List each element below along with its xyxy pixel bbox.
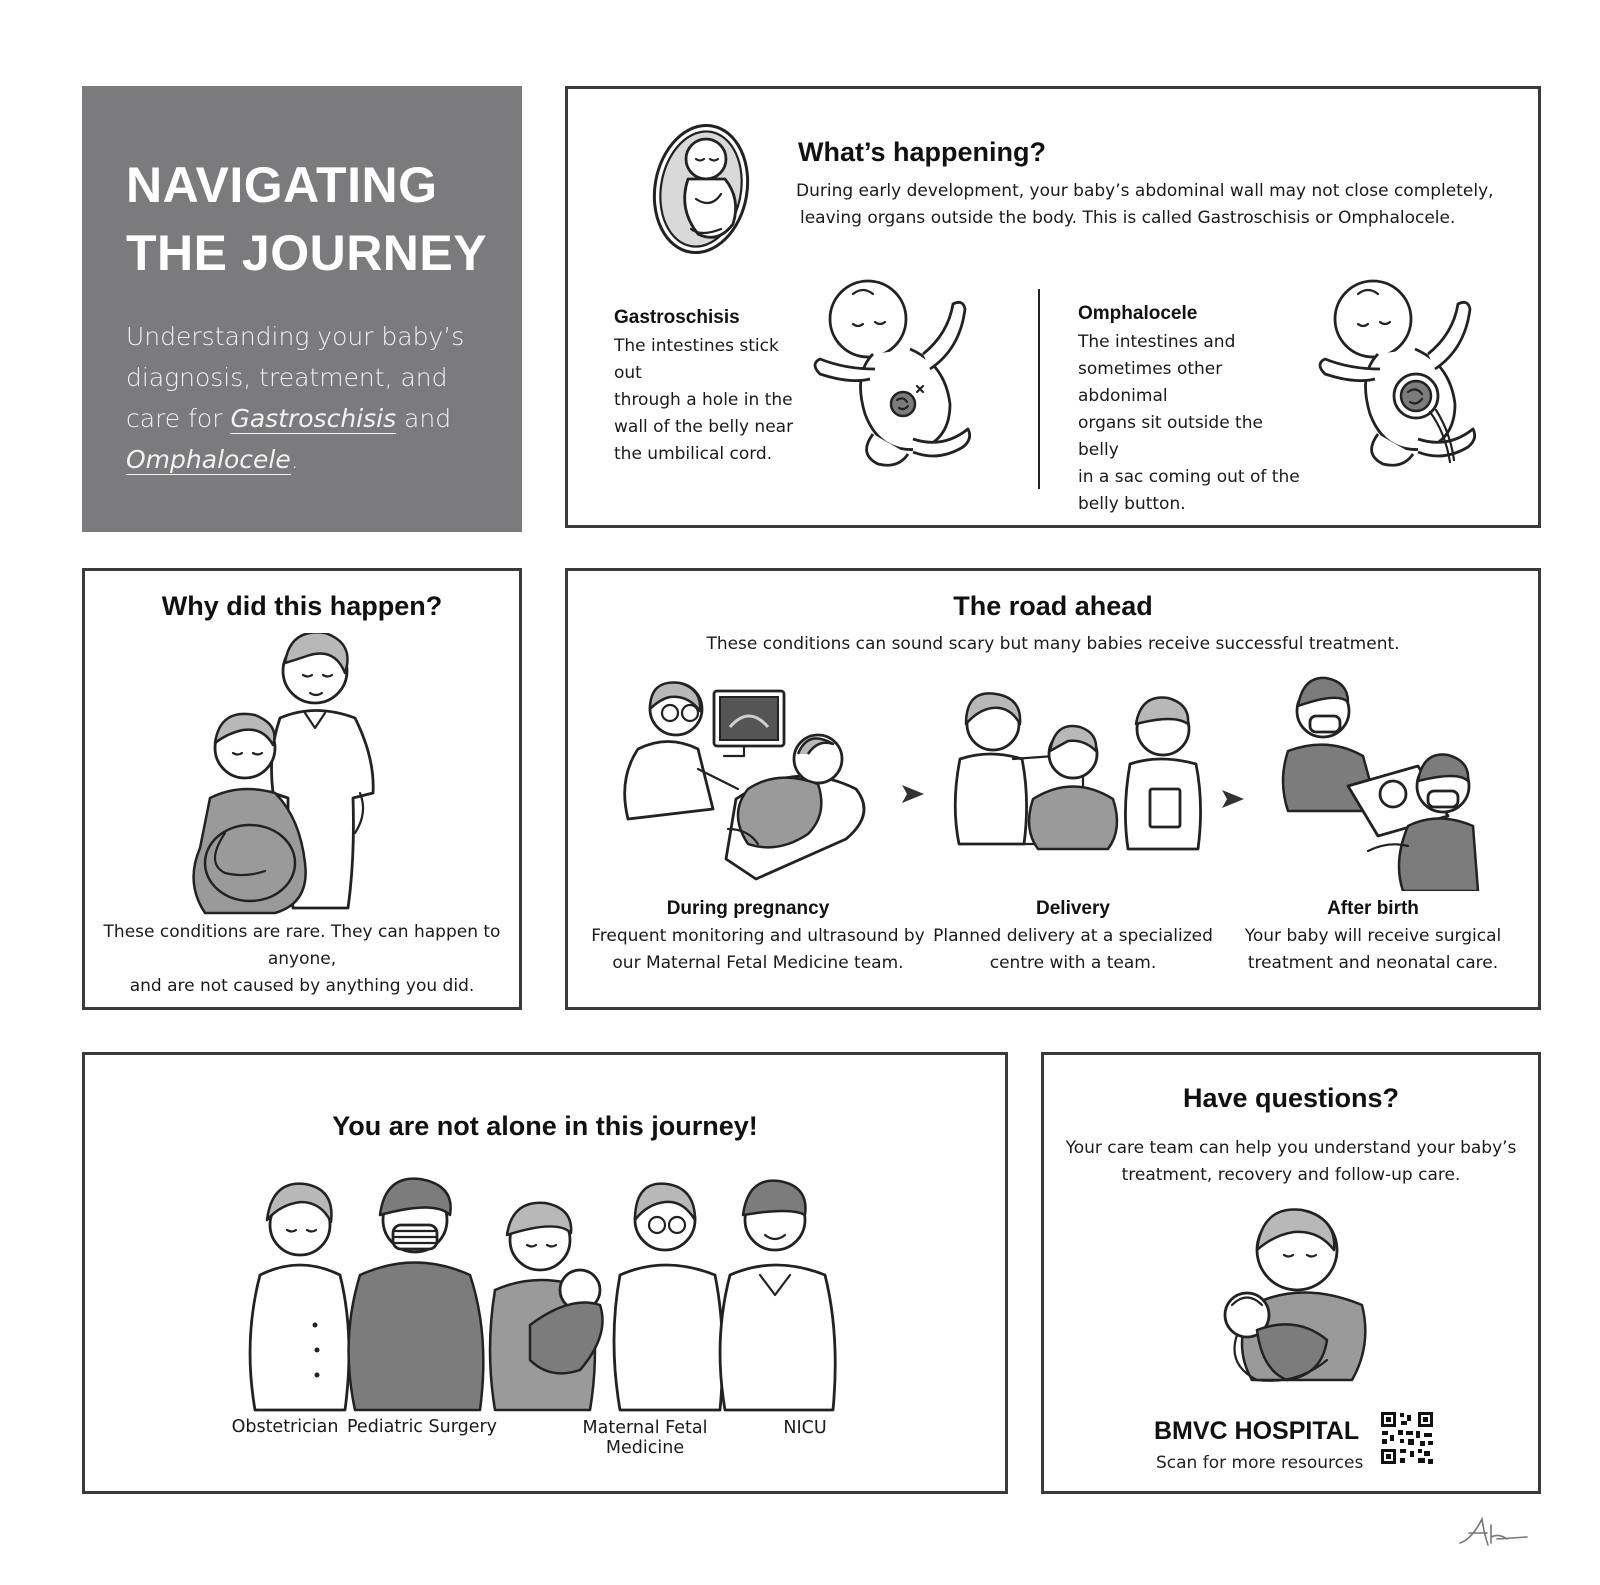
step-delivery-text <box>928 923 1218 977</box>
why-panel <box>82 568 522 1010</box>
step-after-birth-text <box>1228 923 1518 977</box>
artist-signature <box>1455 1515 1535 1551</box>
gastroschisis-line: through a hole in the <box>614 390 793 410</box>
gastroschisis-line: the umbilical cord. <box>614 444 773 464</box>
subtitle-and: and <box>396 404 452 433</box>
not-alone-panel <box>82 1052 1008 1494</box>
step-after-birth-line-1: Your baby will receive surgical <box>1244 926 1502 946</box>
qr-code-icon[interactable] <box>1380 1411 1434 1465</box>
whats-happening-text <box>796 178 1516 232</box>
title-line-2: THE JOURNEY <box>126 225 488 281</box>
arrow-right-icon <box>898 781 928 807</box>
omphalocele-text <box>1078 329 1308 518</box>
role-nicu: NICU <box>783 1418 827 1438</box>
whats-happening-panel <box>565 86 1541 528</box>
step-pregnancy-line-2: our Maternal Fetal Medicine team. <box>612 953 904 973</box>
care-team-illustration <box>245 1175 845 1415</box>
title-block <box>82 86 522 532</box>
why-line-1: These conditions are rare. They can happen to anyone, <box>103 922 501 969</box>
questions-text <box>1044 1135 1538 1189</box>
why-heading: Why did this happen? <box>161 591 443 621</box>
questions-heading: Have questions? <box>1182 1083 1400 1113</box>
term-omphalocele: Omphalocele <box>126 445 291 474</box>
omphalocele-line: The intestines and <box>1078 332 1236 352</box>
step-after-birth-title: After birth <box>1327 898 1419 919</box>
delivery-team-illustration <box>938 689 1208 889</box>
road-subtitle: These conditions can sound scary but many babies receive successful treatment. <box>706 634 1400 654</box>
step-delivery-line-2: centre with a team. <box>989 953 1157 973</box>
scan-text: Scan for more resources <box>1156 1453 1364 1473</box>
baby-omphalocele-illustration <box>1318 274 1493 474</box>
hospital-name: BMVC HOSPITAL <box>1154 1417 1360 1445</box>
title-line-1: NAVIGATING <box>126 157 438 213</box>
fetus-womb-icon <box>646 119 756 259</box>
omphalocele-line: organs sit outside the belly <box>1078 413 1263 460</box>
why-text <box>85 919 519 1000</box>
panel-divider <box>1038 289 1040 489</box>
why-line-2: and are not caused by anything you did. <box>129 976 475 996</box>
step-pregnancy-text <box>588 923 928 977</box>
omphalocele-title: Omphalocele <box>1078 303 1198 324</box>
ultrasound-illustration <box>618 679 878 889</box>
baby-gastroschisis-illustration <box>813 274 988 474</box>
not-alone-heading: You are not alone in this journey! <box>332 1111 758 1141</box>
gastroschisis-text <box>614 333 804 468</box>
step-pregnancy-title: During pregnancy <box>666 898 830 919</box>
gastroschisis-title: Gastroschisis <box>614 307 740 328</box>
step-delivery-title: Delivery <box>1036 898 1110 919</box>
questions-panel <box>1041 1052 1541 1494</box>
term-gastroschisis: Gastroschisis <box>230 404 397 433</box>
subtitle-period: . <box>290 445 299 474</box>
gastroschisis-line: The intestines stick out <box>614 336 779 383</box>
subtitle-text: Understanding your baby’s diagnosis, treatment, and care for <box>126 322 465 433</box>
whats-happening-heading: What’s happening? <box>798 137 1046 167</box>
step-pregnancy-line-1: Frequent monitoring and ultrasound by <box>591 926 925 946</box>
role-maternal-fetal-medicine: Maternal Fetal Medicine <box>582 1418 708 1458</box>
title-subtitle <box>126 316 506 480</box>
road-ahead-panel <box>565 568 1541 1010</box>
parent-holding-baby-illustration <box>1212 1205 1372 1390</box>
questions-line-2: treatment, recovery and follow-up care. <box>1121 1165 1461 1185</box>
road-heading: The road ahead <box>953 591 1153 621</box>
step-delivery-line-1: Planned delivery at a specialized <box>933 926 1213 946</box>
surgery-team-illustration <box>1278 676 1488 891</box>
role-obstetrician: Obstetrician <box>231 1417 339 1437</box>
parents-illustration <box>185 633 415 918</box>
omphalocele-line: sometimes other abdonimal <box>1078 359 1223 406</box>
questions-line-1: Your care team can help you understand your baby’s <box>1065 1138 1517 1158</box>
role-pediatric-surgery: Pediatric Surgery <box>347 1417 498 1437</box>
arrow-right-icon <box>1218 786 1248 812</box>
whats-happening-line-1: During early development, your baby’s abdominal wall may not close completely, <box>796 181 1494 201</box>
step-after-birth-line-2: treatment and neonatal care. <box>1247 953 1499 973</box>
whats-happening-line-2: leaving organs outside the body. This is called Gastroschisis or Omphalocele. <box>800 208 1456 228</box>
omphalocele-line: in a sac coming out of the <box>1078 467 1300 487</box>
gastroschisis-line: wall of the belly near <box>614 417 794 437</box>
omphalocele-line: belly button. <box>1078 494 1186 514</box>
